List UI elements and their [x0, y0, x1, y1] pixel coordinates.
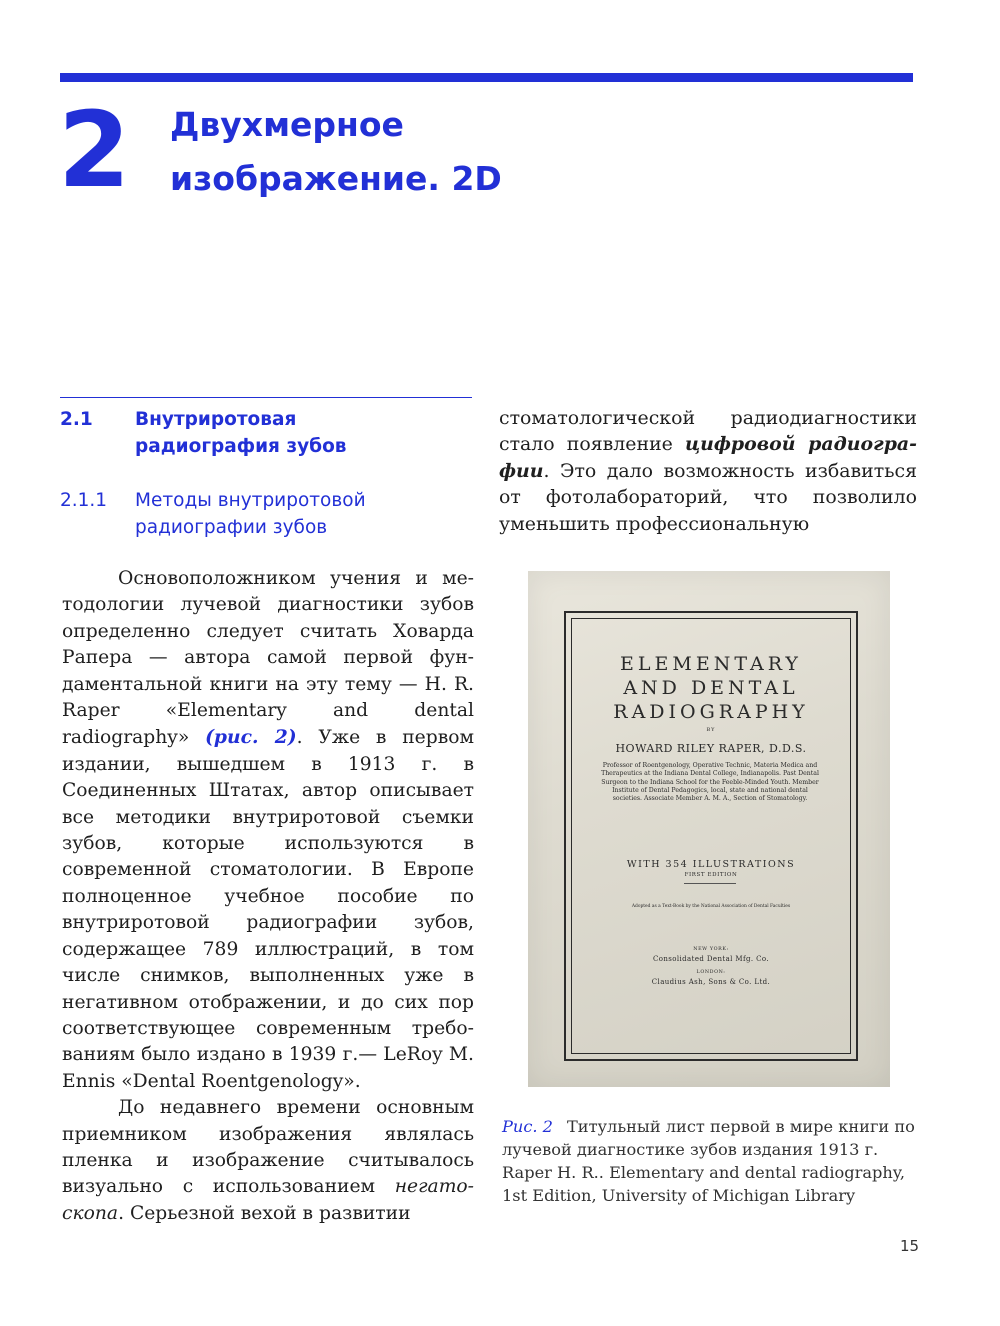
paragraph-text: . Серьезной вехой в развитии — [118, 1202, 411, 1224]
book-title-line: RADIOGRAPHY — [613, 701, 809, 723]
section-title-line: радиография зубов — [135, 436, 347, 457]
section-rule — [60, 397, 472, 398]
book-edition: FIRST EDITION — [684, 872, 738, 878]
book-illustrations: WITH 354 ILLUSTRATIONS — [626, 859, 796, 870]
chapter-title — [170, 98, 690, 206]
book-credentials: Professor of Roentgenology, Operative Technic, Materia Medica and Therapeutics at the Indiana Dental College, Indianapolis. Past Dental Surgeon to the Indiana School for the Feeble-Minded Youth. Member Institute of Dental Pedagogics, local, state and national dental societies. Associate Member A. M. A., Section of Stomatology. — [601, 762, 819, 803]
chapter-title-line1: Двухмерное — [170, 105, 404, 144]
section-title-line: Внутриротовая — [135, 409, 297, 430]
paragraph-text: Основоположником учения и методологии лучевой диагностики зубов определенно следует считать Ховарда Рапера — автора самой первой фундаментальной книги на эту тему — H. R. Raper «Elementary and dental radiography» — [62, 568, 474, 749]
section-title — [135, 406, 475, 460]
book-title-line: ELEMENTARY — [620, 653, 802, 675]
caption-text: Титульный лист первой в мире книги по лучевой диагностике зубов издания 1913 г. Raper H. R.. Elementary and dental radiography, 1st Edition, University of Michigan Library — [502, 1117, 915, 1205]
book-publisher-london: Claudius Ash, Sons & Co. Ltd. — [651, 978, 771, 986]
body-right-column — [499, 405, 917, 537]
caption-label: Рис. 2 — [502, 1117, 553, 1136]
paragraph-text: стоматологической радиодиагностики стало появление — [499, 407, 917, 456]
figure-photo — [528, 571, 890, 1087]
paragraph-1 — [62, 566, 474, 1095]
paragraph-text: . Это дало возможность избавиться от фотолабораторий, что позволило уменьшить профессиональную — [499, 459, 917, 535]
chapter-number: 2 — [58, 89, 129, 211]
book-city-ny: NEW YORK: — [693, 947, 729, 952]
chapter-title-line2: изображение. 2D — [170, 159, 502, 198]
book-city-london: LONDON: — [696, 970, 726, 975]
paragraph-text: До недавнего времени основным приемником изображения являлась пленка и изображение считывалось визуально с использованием — [62, 1097, 474, 1198]
bold-italic-term: цифровой радиографии — [499, 433, 917, 482]
paragraph-text: . Уже в первом издании, вышедшем в 1913 г. в Соединенных Штатах, автор описывает все методики внутриротовой съемки зубов, которые используются в современной стоматологии. В Европе полноценное учебное пособие по внутриротовой радиографии зубов, содержащее 789 иллюстраций, в том числе снимков, выполненных уже в негативном отображении, и до сих пор соответствующее современным требованиям было издано в 1939 г.— LeRoy M. Ennis «Dental Roentgenology». — [62, 727, 474, 1092]
paragraph-2 — [62, 1095, 474, 1227]
body-left-column — [62, 566, 474, 1227]
section-number: 2.1 — [60, 409, 93, 430]
book-author: HOWARD RILEY RAPER, D.D.S. — [615, 742, 807, 755]
book-publisher-ny: Consolidated Dental Mfg. Co. — [653, 955, 769, 963]
chapter-top-bar — [60, 73, 913, 82]
section-title — [135, 487, 475, 541]
title-page-frame — [564, 611, 858, 1061]
italic-term: негатоскопа — [62, 1176, 474, 1224]
book-title-line: AND DENTAL — [623, 677, 799, 699]
figure-reference-link[interactable]: (рис. 2) — [205, 726, 297, 749]
title-page-inner-frame — [571, 618, 851, 1054]
section-number: 2.1.1 — [60, 490, 108, 511]
figure-caption — [502, 1115, 922, 1207]
page-number: 15 — [900, 1237, 920, 1255]
divider — [684, 883, 736, 884]
section-title-line: радиографии зубов — [135, 517, 328, 538]
book-title — [572, 652, 850, 724]
section-title-line: Методы внутриротовой — [135, 490, 366, 511]
paragraph-3 — [499, 405, 917, 537]
book-by: BY — [706, 727, 716, 733]
book-adopted-note: Adopted as a Text-Book by the National Association of Dental Faculties — [631, 904, 791, 909]
